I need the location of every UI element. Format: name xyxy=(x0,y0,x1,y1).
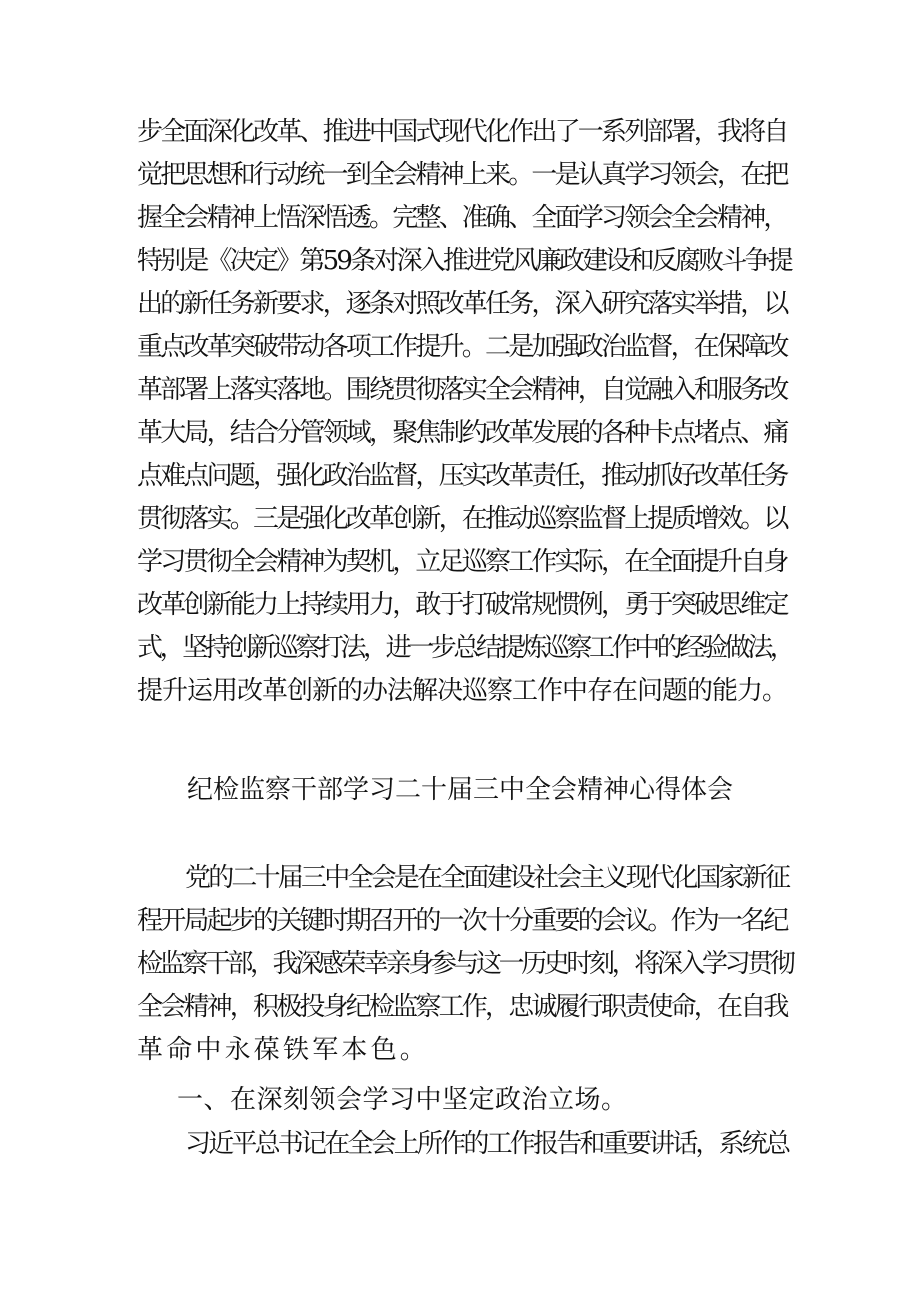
paragraph-line: 程开局起步的关键时期召开的一次十分重要的会议。作为一名纪 xyxy=(137,906,787,936)
paragraph-line: 觉把思想和行动统一到全会精神上来。一是认真学习领会，在把 xyxy=(137,160,787,190)
paragraph-line: 革命中永葆铁军本色。 xyxy=(137,1035,430,1065)
paragraph-line: 全会精神，积极投身纪检监察工作，忠诚履行职责使命，在自我 xyxy=(137,992,787,1022)
paragraph-line: 检监察干部，我深感荣幸亲身参与这一历史时刻，将深入学习贯彻 xyxy=(137,949,793,979)
paragraph-line: 提升运用改革创新的办法解决巡察工作中存在问题的能力。 xyxy=(137,676,788,706)
paragraph-line: 改革创新能力上持续用力，敢于打破常规惯例，勇于突破思维定 xyxy=(137,590,787,620)
paragraph-line: 党的二十届三中全会是在全面建设社会主义现代化国家新征 xyxy=(185,863,789,893)
paragraph-line: 贯彻落实。三是强化改革创新，在推动巡察监督上提质增效。以 xyxy=(137,504,787,534)
paragraph-line: 式，坚持创新巡察打法，进一步总结提炼巡察工作中的经验做法， xyxy=(137,633,793,663)
paragraph-line: 重点改革突破带动各项工作提升。二是加强政治监督，在保障改 xyxy=(137,332,787,362)
paragraph-line: 革部署上落实落地。围绕贯彻落实全会精神，自觉融入和服务改 xyxy=(137,375,787,405)
paragraph-line: 革大局，结合分管领域，聚焦制约改革发展的各种卡点堵点、痛 xyxy=(137,418,787,448)
paragraph-line: 出的新任务新要求，逐条对照改革任务，深入研究落实举措，以 xyxy=(137,289,787,319)
paragraph-line: 学习贯彻全会精神为契机，立足巡察工作实际，在全面提升自身 xyxy=(137,547,787,577)
paragraph-line: 步全面深化改革、推进中国式现代化作出了一系列部署，我将自 xyxy=(137,117,787,147)
article-title: 纪检监察干部学习二十届三中全会精神心得体会 xyxy=(186,775,733,805)
paragraph-line: 习近平总书记在全会上所作的工作报告和重要讲话，系统总 xyxy=(185,1129,789,1159)
paragraph-line: 握全会精神上悟深悟透。完整、准确、全面学习领会全会精神， xyxy=(137,203,787,233)
paragraph-line: 点难点问题，强化政治监督，压实改革责任，推动抓好改革任务 xyxy=(137,461,787,491)
section-heading: 一、在深刻领会学习中坚定政治立场。 xyxy=(177,1085,628,1115)
paragraph-line: 特别是《决定》第59条对深入推进党风廉政建设和反腐败斗争提 xyxy=(137,246,791,276)
